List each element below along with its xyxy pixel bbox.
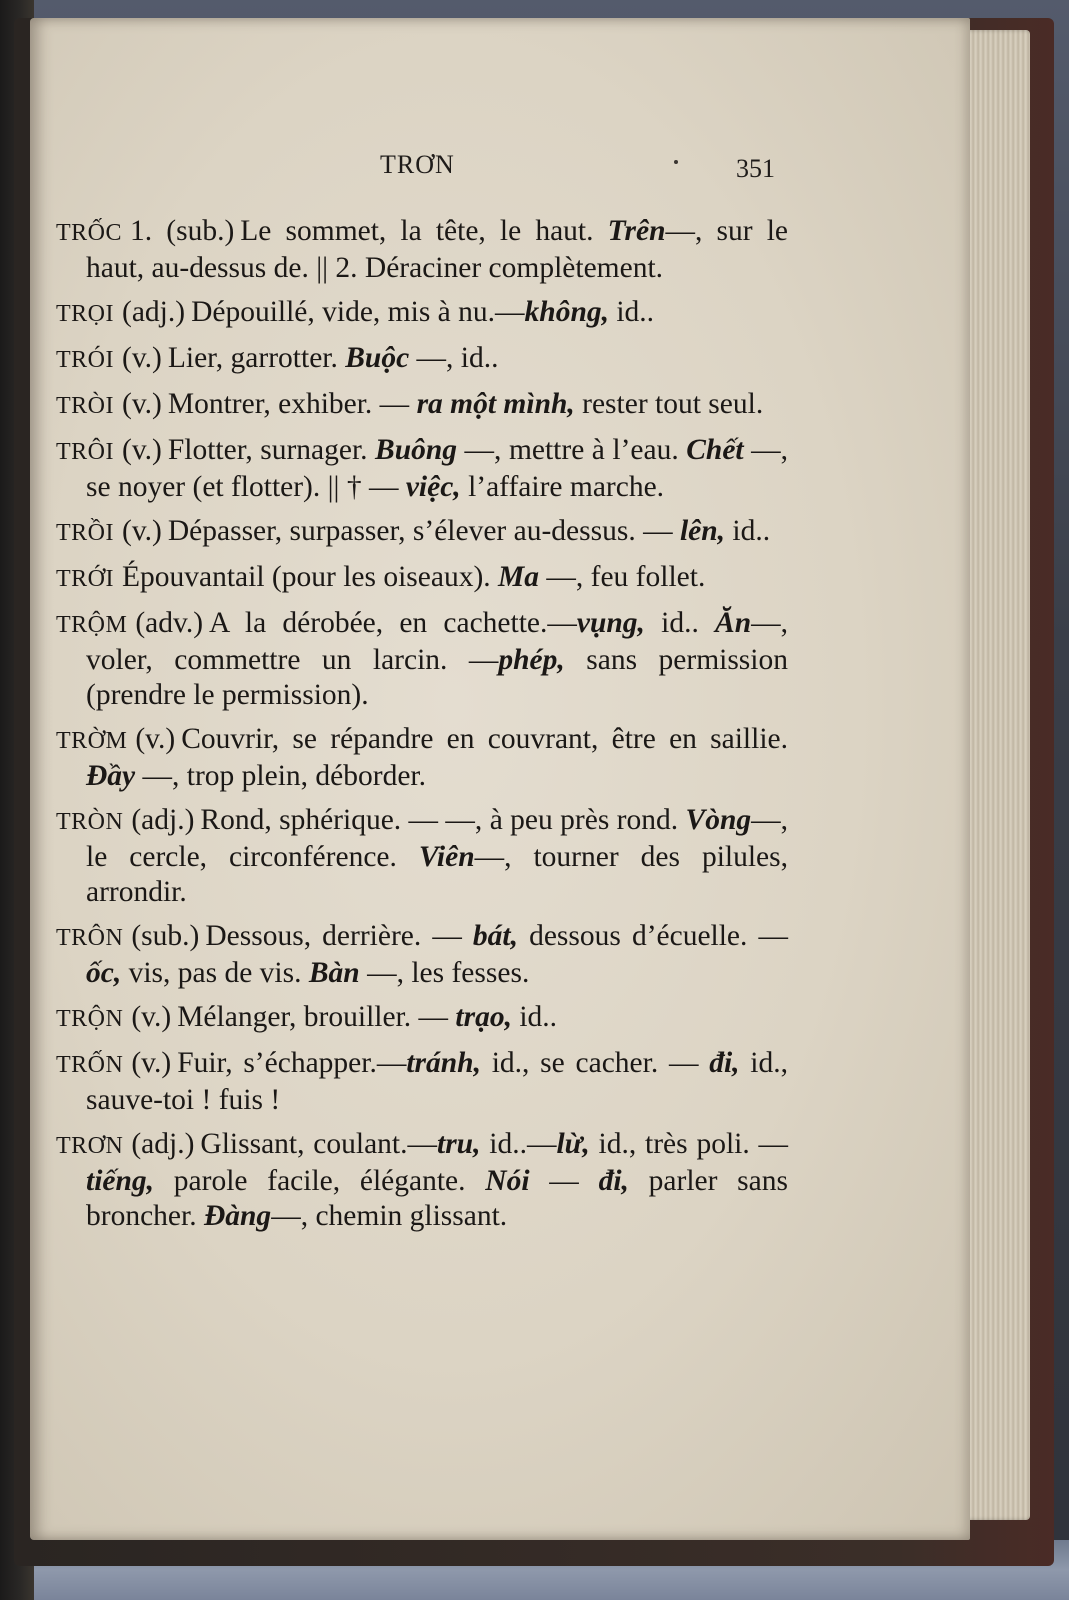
definition-text: Dépasser, surpasser, s’élever au-dessus. — xyxy=(167,515,680,547)
part-of-speech: (v.) xyxy=(122,342,162,374)
definition-text: —, sur le haut, au-dessus de. || 2. Déraciner complètement. xyxy=(86,215,788,284)
headword: TRỘM xyxy=(56,612,128,638)
vietnamese-term: lừ, xyxy=(556,1128,590,1160)
vietnamese-term: Viên xyxy=(418,841,475,873)
vietnamese-term: Đầy xyxy=(86,760,136,792)
dictionary-entry xyxy=(56,1000,788,1037)
definition-text: parole facile, élégante. xyxy=(154,1165,486,1197)
part-of-speech: (adv.) xyxy=(135,607,204,639)
definition-text: parler sans broncher. xyxy=(86,1165,788,1232)
dictionary-entry xyxy=(56,295,788,332)
vietnamese-term: không, xyxy=(524,296,609,328)
definition-text: —, id.. xyxy=(409,342,499,374)
dictionary-entry xyxy=(56,919,788,991)
definition-text: Dessous, derrière. — xyxy=(205,920,473,952)
definition-text: rester tout seul. xyxy=(574,388,764,420)
part-of-speech: (adj.) xyxy=(131,804,195,836)
part-of-speech: 1. (sub.) xyxy=(130,215,235,247)
vietnamese-term: vụng, xyxy=(576,607,645,639)
vietnamese-term: tránh, xyxy=(406,1047,481,1079)
dictionary-entry xyxy=(56,433,788,505)
definition-text: l’affaire marche. xyxy=(460,471,665,503)
definition-text: Montrer, exhiber. — xyxy=(167,388,417,420)
definition-text: Flotter, surnager. xyxy=(167,434,376,466)
definition-text: Mélanger, brouiller. — xyxy=(177,1001,456,1033)
dictionary-entry xyxy=(56,803,788,910)
definition-text: id..— xyxy=(480,1128,557,1160)
definition-text: Couvrir, se répandre en couvrant, être en saillie. xyxy=(181,723,788,755)
definition-text: —, trop plein, déborder. xyxy=(135,760,426,792)
vietnamese-term: tru, xyxy=(437,1128,481,1160)
part-of-speech: (sub.) xyxy=(131,920,200,952)
vietnamese-term: Nói xyxy=(485,1165,530,1197)
vietnamese-term: tiếng, xyxy=(86,1165,155,1197)
headword: TRỚI xyxy=(56,566,114,592)
definition-text: id., sauve-toi ! fuis ! xyxy=(86,1047,788,1116)
dictionary-entry xyxy=(56,606,788,713)
part-of-speech: (adj.) xyxy=(131,1128,195,1160)
definition-text: —, voler, commettre un larcin. — xyxy=(86,607,788,676)
definition-text: Dépouillé, vide, mis à nu.— xyxy=(191,296,525,328)
headword: TRÒN xyxy=(56,809,124,835)
definition-text: —, le cercle, circonférence. xyxy=(86,804,788,873)
definition-text: vis, pas de vis. xyxy=(121,957,309,989)
dictionary-page xyxy=(30,18,970,1540)
headword: TRỌI xyxy=(56,301,114,327)
definition-text: id.. xyxy=(644,607,716,639)
page-header xyxy=(30,150,970,190)
vietnamese-term: Vòng xyxy=(685,804,752,836)
headword: TRƠN xyxy=(56,1133,124,1159)
definition-text: sans permission (prendre le permission). xyxy=(86,644,788,711)
headword: TRÔI xyxy=(56,439,114,465)
definition-text: —, chemin glissant. xyxy=(271,1200,508,1232)
part-of-speech: (adj.) xyxy=(122,296,186,328)
page-number: 351 xyxy=(736,154,775,183)
headword: TRÓI xyxy=(56,347,114,373)
definition-text: Épouvantail (pour les oiseaux). xyxy=(122,561,499,593)
part-of-speech: (v.) xyxy=(122,515,162,547)
vietnamese-term: trạo, xyxy=(455,1001,512,1033)
vietnamese-term: ốc, xyxy=(86,957,122,989)
ink-speck xyxy=(674,160,678,164)
vietnamese-term: Ăn xyxy=(715,607,752,639)
part-of-speech: (v.) xyxy=(122,434,162,466)
headword: TRỐN xyxy=(56,1052,124,1078)
dictionary-entry xyxy=(56,560,788,597)
vietnamese-term: phép, xyxy=(498,644,565,676)
definition-text: — xyxy=(529,1165,599,1197)
headword: TRỐC xyxy=(56,220,123,246)
definition-text: id.. xyxy=(511,1001,558,1033)
definition-text: —, tourner des pilules, arrondir. xyxy=(86,841,788,908)
vietnamese-term: bát, xyxy=(472,920,518,952)
definition-text: dessous d’écuelle. — xyxy=(517,920,788,952)
headword: TRỒI xyxy=(56,520,114,546)
vietnamese-term: lên, xyxy=(679,515,726,547)
definition-text: —, feu follet. xyxy=(539,561,706,593)
definition-text: Glissant, coulant.— xyxy=(200,1128,437,1160)
part-of-speech: (v.) xyxy=(131,1047,172,1079)
dictionary-entry xyxy=(56,1127,788,1234)
headword: TRÔN xyxy=(56,925,124,951)
definition-text: id.. xyxy=(725,515,771,547)
definition-text: id.. xyxy=(608,296,655,328)
vietnamese-term: Đàng xyxy=(203,1200,272,1232)
definition-text: —, mettre à l’eau. xyxy=(457,434,687,466)
dictionary-entries xyxy=(56,214,788,1243)
definition-text: A la dérobée, en cachette.— xyxy=(209,607,577,639)
dictionary-entry xyxy=(56,214,788,286)
definition-text: Rond, sphérique. — —, à peu près rond. xyxy=(200,804,686,836)
dictionary-entry xyxy=(56,1046,788,1118)
definition-text: id., se cacher. — xyxy=(480,1047,710,1079)
vietnamese-term: Buộc xyxy=(345,342,410,374)
vietnamese-term: việc, xyxy=(405,471,461,503)
definition-text: —, se noyer (et flotter). || † — xyxy=(86,434,789,503)
definition-text: Lier, garrotter. xyxy=(167,342,346,374)
definition-text: id., très poli. — xyxy=(589,1128,789,1160)
vietnamese-term: Bàn xyxy=(308,957,360,989)
vietnamese-term: Trên xyxy=(607,215,666,247)
headword: TRÒI xyxy=(56,393,114,419)
definition-text: Le sommet, la tête, le haut. xyxy=(240,215,608,247)
headword: TRỘN xyxy=(56,1006,124,1032)
vietnamese-term: đi, xyxy=(709,1047,740,1079)
vietnamese-term: đi, xyxy=(598,1165,629,1197)
definition-text: Fuir, s’échapper.— xyxy=(177,1047,407,1079)
dictionary-entry xyxy=(56,722,788,794)
definition-text: —, les fesses. xyxy=(359,957,530,989)
page-edges xyxy=(960,30,1030,1520)
dictionary-entry xyxy=(56,514,788,551)
vietnamese-term: ra một mình, xyxy=(416,388,575,420)
part-of-speech: (v.) xyxy=(135,723,176,755)
vietnamese-term: Ma xyxy=(498,561,540,593)
part-of-speech: (v.) xyxy=(131,1001,172,1033)
headword: TRỜM xyxy=(56,728,128,754)
vietnamese-term: Chết xyxy=(686,434,744,466)
vietnamese-term: Buông xyxy=(375,434,458,466)
running-head: TRƠN xyxy=(380,150,455,179)
dictionary-entry xyxy=(56,387,788,424)
part-of-speech: (v.) xyxy=(122,388,162,420)
dictionary-entry xyxy=(56,341,788,378)
